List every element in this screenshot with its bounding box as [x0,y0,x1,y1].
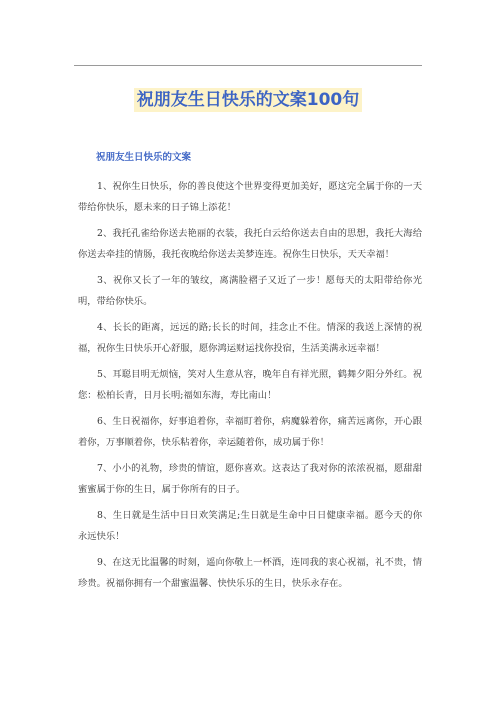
paragraph-3: 3、祝你又长了一年的皱纹，离满脸褶子又近了一步！愿每天的太阳带给你光明，带给你快乐。 [78,275,422,307]
paragraph-2: 2、我托孔雀给你送去艳丽的衣装，我托白云给你送去自由的思想，我托大海给你送去牵挂的情肠，我托夜晚给你送去美梦连连。祝你生日快乐，天天幸福！ [78,228,422,260]
document-title: 祝朋友生日快乐的文案100句 [134,88,363,112]
paragraph-9: 9、在这无比温馨的时刻，遥向你敬上一杯酒，连同我的衷心祝福，礼不贵，情珍贵。祝福你拥有一个甜蜜温馨、快快乐乐的生日，快乐永存在。 [78,557,422,589]
paragraph-4: 4、长长的距离，远远的路;长长的时间，挂念止不住。情深的我送上深情的祝福，祝你生日快乐开心舒服，愿你鸿运财运找你投宿，生活美满永远幸福！ [78,322,422,354]
paragraph-5: 5、耳聪目明无烦恼，笑对人生意从容，晚年自有祥光照，鹤舞夕阳分外红。祝您：松柏长青，日月长明;福如东海，寿比南山！ [78,369,422,401]
document-body [78,176,422,599]
top-divider [74,65,422,66]
paragraph-1: 1、祝你生日快乐，你的善良使这个世界变得更加美好，愿这完全属于你的一天带给你快乐，愿未来的日子锦上添花！ [78,181,422,213]
paragraph-6: 6、生日祝福你，好事追着你，幸福盯着你，病魔躲着你，痛苦远离你，开心跟着你，万事顺着你，快乐粘着你，幸运随着你，成功属于你！ [78,416,422,448]
paragraph-7: 7、小小的礼物，珍贵的情谊，愿你喜欢。这表达了我对你的浓浓祝福，愿甜甜蜜蜜属于你的生日，属于你所有的日子。 [78,463,422,495]
paragraph-8: 8、生日就是生活中日日欢笑满足;生日就是生命中日日健康幸福。愿今天的你永远快乐！ [78,510,422,542]
title-container [0,88,496,112]
section-heading: 祝朋友生日快乐的文案 [96,152,192,163]
